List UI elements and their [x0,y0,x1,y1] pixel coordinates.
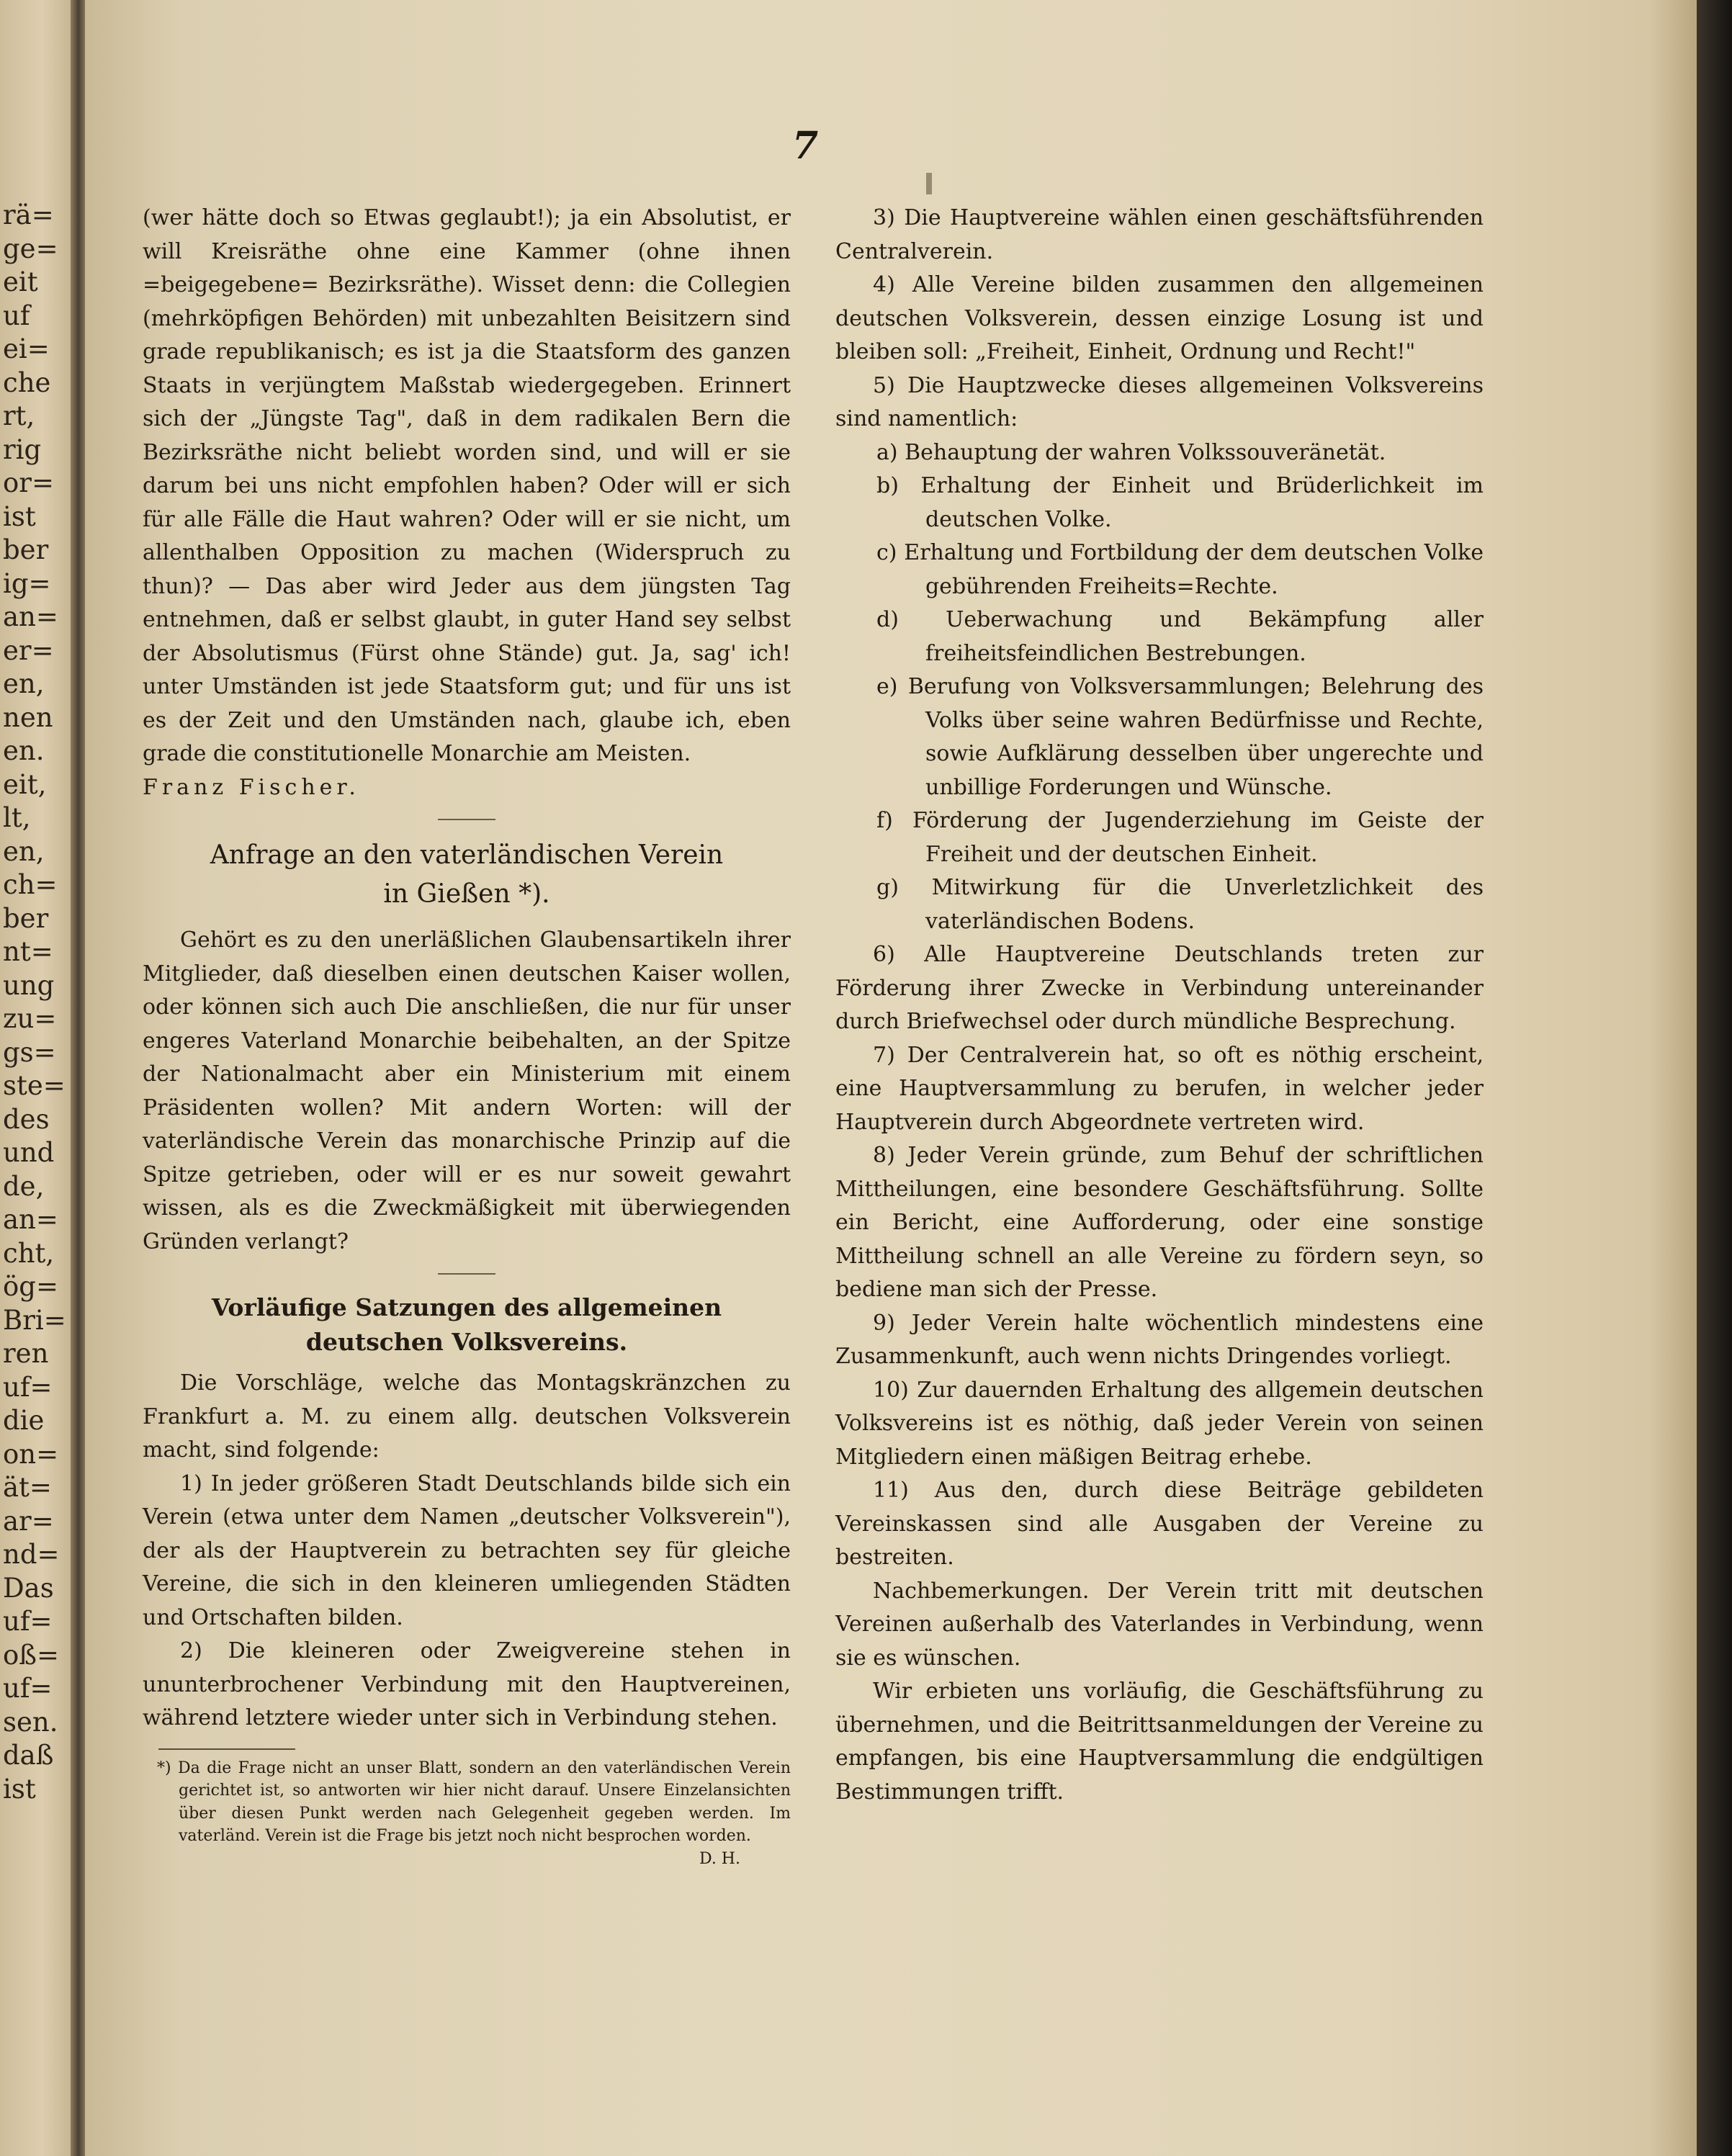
statute-11: 11) Aus den, durch diese Beiträge gebildeten Vereinskassen sind alle Ausgaben der Vereine zu bestreiten. [835,1478,1484,1570]
inquiry-paragraph: Gehört es zu den unerläßlichen Glaubensartikeln ihrer Mitglieder, daß dieselben einen deutschen Kaiser wollen, oder können sich auch Die anschließen, die nur für unser engeres Vaterland Monarchie beibehalten, an der Spitze der Nationalmacht aber ein Ministerium mit einem Präsidenten wollen? Mit andern Worten: will der vaterländische Verein das monarchische Prinzip auf die Spitze getrieben, oder will er es nur soweit gewahrt wissen, als es die Zweckmäßigkeit mit überwiegenden Gründen verlangt? [143,927,791,1254]
facing-page-fragment: uf [3,300,30,331]
facing-page-fragment: nen [3,701,53,733]
statute-5: 5) Die Hauptzwecke dieses allgemeinen Volksvereins sind namentlich: [835,372,1484,431]
facing-page-fragment: daß [3,1740,54,1771]
facing-page-fragment: ist [3,1773,36,1805]
facing-page-fragment: ig= [3,567,51,599]
facing-page-fragment: en, [3,835,45,867]
facing-page-fragment: en, [3,668,45,699]
facing-page-fragment: ber [3,534,49,565]
footnote-signature: D. H. [699,1849,740,1868]
statute-7: 7) Der Centralverein hat, so oft es nöthig erscheint, eine Hauptversammlung zu berufen, in welcher jeder Hauptverein durch Abgeordnete vertreten wird. [835,1042,1484,1135]
facing-page-fragment: or= [3,467,54,498]
facing-page-fragment: lt, [3,802,31,833]
aims-list [835,436,1484,939]
facing-page-fragment: ung [3,969,55,1001]
facing-page-fragment: ei= [3,333,50,364]
inquiry-heading [143,836,791,914]
facing-page-fragment: er= [3,634,54,666]
aim-e: e) Berufung von Volksversammlungen; Belehrung des Volks über seine wahren Bedürfnisse und Rechte, sowie Aufklärung desselben über ungerechte und unbillige Forderungen und Wünsche. [876,674,1484,800]
closing-paragraph: Wir erbieten uns vorläufig, die Geschäftsführung zu übernehmen, und die Beitrittsanmeldungen der Vereine zu empfangen, bis eine Hauptversammlung die endgültigen Bestimmungen trifft. [835,1679,1484,1805]
facing-page-fragment: nt= [3,936,53,967]
facing-page-fragment: en. [3,735,45,766]
facing-page-fragment: ist [3,500,36,532]
aim-a: a) Behauptung der wahren Volkssouveränetät. [876,439,1386,465]
postscript: Nachbemerkungen. Der Verein tritt mit deutschen Vereinen außerhalb des Vaterlandes in Verbindung, wenn sie es wünschen. [835,1578,1484,1671]
facing-page-edge [0,0,71,2156]
left-column [143,202,791,1870]
right-column [835,202,1484,1809]
facing-page-fragment: zu= [3,1003,57,1034]
facing-page-fragment: uf= [3,1673,53,1704]
facing-page-fragment: nd= [3,1539,60,1570]
statute-4: 4) Alle Vereine bilden zusammen den allgemeinen deutschen Volksverein, dessen einzige Losung ist und bleiben soll: „Freiheit, Einheit, Ordnung und Recht!" [835,272,1484,364]
statute-1: 1) In jeder größeren Stadt Deutschlands bilde sich ein Verein (etwa unter dem Namen „deutscher Volksverein"), der als der Hauptverein zu betrachten sey für gleiche Vereine, die sich in den kleineren umliegenden Städten und Ortschaften bilden. [143,1470,791,1630]
statute-6: 6) Alle Hauptvereine Deutschlands treten zur Förderung ihrer Zwecke in Verbindung untereinander durch Briefwechsel oder durch mündliche Besprechung. [835,942,1484,1034]
facing-page-fragment: che [3,367,51,398]
footnote [143,1757,791,1868]
facing-page-fragment: an= [3,1204,58,1235]
statutes-intro: Die Vorschläge, welche das Montagskränzchen zu Frankfurt a. M. zu einem allg. deutschen Volksverein macht, sind folgende: [143,1370,791,1463]
facing-page-fragment: rig [3,434,42,465]
facing-page-fragment: rt, [3,400,35,431]
facing-page-fragment: ren [3,1338,49,1369]
facing-page-fragment: ste= [3,1070,66,1101]
inquiry-heading-line2: in Gießen *). [383,879,550,909]
facing-page-fragment: ar= [3,1505,54,1537]
facing-page-fragment: oß= [3,1639,59,1671]
facing-page-fragment: sen. [3,1706,58,1738]
facing-page-fragment: und [3,1137,55,1168]
facing-page-fragment: cht, [3,1237,55,1269]
statute-3: 3) Die Hauptvereine wählen einen geschäftsführenden Centralverein. [835,205,1484,264]
page-edge-shadow [1697,0,1732,2156]
facing-page-fragment: on= [3,1438,59,1470]
aim-g: g) Mitwirkung für die Unverletzlichkeit des vaterländischen Bodens. [876,875,1484,934]
aim-c: c) Erhaltung und Fortbildung der dem deutschen Volke gebührenden Freiheits=Rechte. [876,540,1484,599]
statute-8: 8) Jeder Verein gründe, zum Behuf der schriftlichen Mittheilungen, eine besondere Geschäftsführung. Sollte ein Bericht, eine Aufforderung, oder eine sonstige Mittheilung schnell an alle Vereine zu fördern seyn, so bediene man sich der Presse. [835,1143,1484,1302]
aim-f: f) Förderung der Jugenderziehung im Geiste der Freiheit und der deutschen Einheit. [876,808,1484,867]
facing-page-fragment: an= [3,601,58,632]
footnote-text: *) Da die Frage nicht an unser Blatt, sondern an den vaterländischen Verein gerichtet ist, so antworten wir hier nicht darauf. Unsere Einzelansichten über diesen Punkt werden nach Gelegenheit gegeben werden. Im vaterländ. Verein ist die Frage bis jetzt noch nicht besprochen worden. [157,1759,791,1845]
statutes-heading: Vorläufige Satzungen des allgemeinen deutschen Volksvereins. [211,1293,722,1356]
facing-page-fragment: de, [3,1170,45,1202]
statute-2: 2) Die kleineren oder Zweigvereine stehen in ununterbrochener Verbindung mit den Hauptvereinen, während letztere wieder unter sich in Verbindung stehen. [143,1638,791,1730]
facing-page-fragment: Das [3,1572,54,1604]
book-gutter [71,0,86,2156]
section-divider [438,1273,495,1275]
inquiry-heading-line1: Anfrage an den vaterländischen Verein [210,840,724,870]
author-signature: Franz Fischer. [143,774,360,800]
intro-paragraph: (wer hätte doch so Etwas geglaubt!); ja ein Absolutist, er will Kreisräthe ohne eine Kammer (ohne ihnen =beigegebene= Bezirksräthe). Wisset denn: die Collegien (mehrköpfigen Behörden) mit unbezahlten Beisitzern sind grade republikanisch; es ist ja die Staatsform des ganzen Staats in verjüngtem Maßstab wiedergegeben. Erinnert sich der „Jüngste Tag", daß in dem radikalen Bern die Bezirksräthe nicht beliebt worden sind, und will er sie darum bei uns nicht empfohlen haben? Oder will er sich für alle Fälle die Haut wahren? Oder will er sie nicht, um allenthalben Opposition zu machen (Widerspruch zu thun)? — Das aber wird Jeder aus dem jüngsten Tag entnehmen, daß er selbst glaubt, in guter Hand sey selbst der Absolutismus (Fürst ohne Stände) gut. Ja, sag' ich! unter Umständen ist jede Staatsform gut; und für uns ist es der Zeit und den Umständen nach, glaube ich, eben grade die constitutionelle Monarchie am Meisten. [143,205,791,766]
facing-page-fragment: uf= [3,1606,53,1637]
statute-9: 9) Jeder Verein halte wöchentlich mindestens eine Zusammenkunft, auch wenn nichts Dringendes vorliegt. [835,1310,1484,1369]
facing-page-fragment: ber [3,902,49,934]
facing-page-fragment: ög= [3,1271,58,1302]
page-number: 7 [792,124,819,168]
facing-page-fragment: ät= [3,1472,52,1503]
facing-page-fragment: uf= [3,1371,53,1403]
ink-mark [926,173,932,194]
aim-b: b) Erhaltung der Einheit und Brüderlichkeit im deutschen Volke. [876,473,1484,532]
facing-page-fragment: eit [3,266,38,297]
statute-10: 10) Zur dauernden Erhaltung des allgemein deutschen Volksvereins ist es nöthig, daß jeder Verein von seinen Mitgliedern einen mäßigen Beitrag erhebe. [835,1377,1484,1470]
facing-page-fragment: ge= [3,233,58,264]
footnote-rule [158,1748,295,1750]
facing-page-fragment: ch= [3,869,58,900]
facing-page-fragment: des [3,1103,50,1135]
facing-page-fragment: eit, [3,768,47,800]
facing-page-fragment: die [3,1405,45,1436]
aim-d: d) Ueberwachung und Bekämpfung aller freiheitsfeindlichen Bestrebungen. [876,607,1484,666]
section-divider [438,819,495,820]
facing-page-fragment: gs= [3,1036,56,1068]
facing-page-fragment: rä= [3,199,54,230]
facing-page-fragment: Bri= [3,1304,66,1336]
